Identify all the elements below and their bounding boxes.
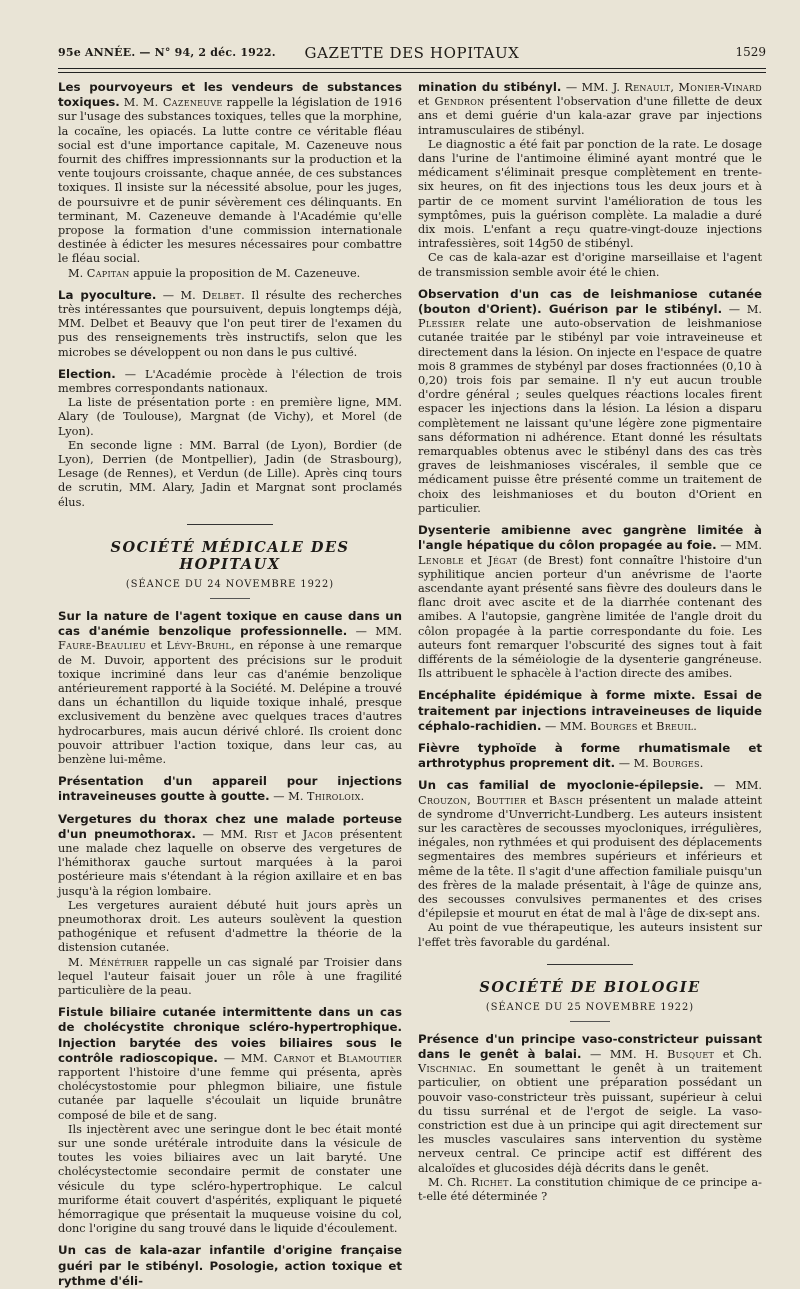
text-run: et <box>526 793 549 807</box>
author-name: Lenoble <box>418 553 465 567</box>
article-text: rapportent l'histoire d'une femme qui présenta, après cholécystostomie pour phlegmon biliaire, une fistule cutanée par laquelle s'écoulait un liquide brunâtre composé de bile et de sang. <box>58 1065 402 1122</box>
author-name: Busquet <box>667 1047 715 1061</box>
page-number: 1529 <box>735 45 766 59</box>
left-column <box>58 80 402 1289</box>
paragraph: Les vergetures auraient débuté huit jours après un pneumothorax droit. Les auteurs soulèvent la question pathogénique et refusent d'admettre la théorie de la distension cutanée. <box>58 898 402 955</box>
article-heading: Présentation d'un appareil pour injections intraveineuses goutte à goutte. <box>58 774 402 804</box>
author-name: Monier-Vinard <box>678 81 762 94</box>
text-run: M. Ch. <box>428 1175 472 1189</box>
article-heading: Les pourvoyeurs et les vendeurs de substances toxiques. <box>58 80 402 110</box>
article-text: — L'Académie procède à l'élection de trois membres correspondants nationaux. <box>58 367 402 396</box>
section-date: (SÉANCE DU 25 NOVEMBRE 1922) <box>485 1001 695 1013</box>
article-dysenterie <box>418 523 762 681</box>
section-separator <box>570 1021 610 1022</box>
article-heading: Observation d'un cas de leishmaniose cutanée (bouton d'Orient). Guérison par le stibényl. <box>418 286 762 317</box>
author-name: Jégat <box>488 553 518 567</box>
paragraph: La liste de présentation porte : en première ligne, MM. Alary (de Toulouse), Margnat (de Vichy), et Morel (de Lyon). <box>58 396 402 438</box>
text-run: — M. <box>615 757 653 771</box>
article-vergetures <box>58 812 402 899</box>
text-run: — MM. <box>195 827 255 841</box>
article-text: présentent l'observation d'une fillette de deux ans et demi guérie d'un kala-azar grave par injections intramusculaires de stibényl. <box>418 95 762 137</box>
text-run: M. <box>68 955 89 969</box>
article-leishmaniose <box>418 287 762 516</box>
paragraph: Le diagnostic a été fait par ponction de la rate. Le dosage dans l'urine de l'antimoine éliminé ayant montré que le médicament s'éliminait presque complètement en trente-six heures, on fit des injections tous les deux jours et à partir de ce moment survint l'amélioration de tous les symptômes, puis la guérison complète. La maladie a duré dix mois. L'enfant a reçu quatre-vingt-douze injections intrafessières, soit 14g50 de stibényl. <box>418 137 762 251</box>
issue-info: 95e ANNÉE. — N° 94, 2 déc. 1922. <box>58 46 276 59</box>
article-encephalite <box>418 688 762 734</box>
article-heading: La pyoculture. <box>58 287 157 302</box>
author-name: Basch <box>548 793 584 807</box>
author-name: Lévy-Bruhl <box>166 639 232 653</box>
right-column <box>418 80 762 1204</box>
author-name: Faure-Beaulieu <box>58 639 146 653</box>
author-name: Carnot <box>273 1051 315 1065</box>
article-text: . La constitution chimique de ce principe a-t-elle été déterminée ? <box>418 1175 762 1204</box>
section-separator <box>187 524 273 525</box>
author-name: Crouzon <box>418 793 468 807</box>
article-text: . Il résulte des recherches très intéressantes que poursuivent, depuis longtemps déjà, MM. Delbet et Beauvy que l'on peut tirer de l'examen du pus des renseignements très instructifs, selon que les microbes se développent ou non dans le pus cultivé. <box>58 288 402 359</box>
author-name: Bouttier <box>476 793 527 807</box>
text-run: M. <box>68 266 87 280</box>
article-appareil-injections <box>58 774 402 804</box>
text-run: et <box>277 827 303 841</box>
text-run: — M. <box>156 288 203 302</box>
article-pyoculture <box>58 288 402 360</box>
article-heading: Un cas de kala-azar infantile d'origine française guéri par le stibényl. Posologie, action toxique et rythme d'éli- <box>58 1243 402 1288</box>
author-name: Jacob <box>302 827 334 841</box>
text-run: et <box>464 553 489 567</box>
article-kala-azar-continued <box>418 80 762 138</box>
author-name: Bourges <box>590 719 638 733</box>
article-text: rappelle un cas signalé par Troisier dans lequel l'auteur faisait jouer un rôle à une fragilité particulière de la peau. <box>58 955 402 997</box>
section-separator <box>210 598 250 599</box>
article-text: présentent une malade chez laquelle on observe des vergetures de l'hémithorax gauche surtout marquées à la paroi postérieure mais s'étendant à la région axillaire et en bas jusqu'à la région lombaire. <box>58 827 402 898</box>
author-name: Blamoutier <box>337 1051 402 1065</box>
text-run: et Ch. <box>714 1047 762 1061</box>
header-rule <box>58 68 766 69</box>
section-date: (SÉANCE DU 24 NOVEMBRE 1922) <box>125 578 335 590</box>
section-header-biologie <box>418 964 762 1022</box>
author-name: Plessier <box>418 317 465 331</box>
text-run: — MM. J. <box>561 81 625 94</box>
text-run: et <box>145 639 167 653</box>
page-header <box>58 40 766 64</box>
header-rule-thin <box>58 72 766 73</box>
article-heading: Fièvre typhoïde à forme rhumatismale et arthrotyphus proprement dit. <box>418 740 762 771</box>
article-text: . En soumettant le genêt à un traitement particulier, on obtient une préparation possédant un pouvoir vaso-constricteur très puissant, supérieur à celui du tissu surrénal et de l'ergot de seigle. La vaso-constriction est due à un principe qui agit directement sur les muscles vasculaires sans intervention du système nerveux central. Ce principe actif est différent des alcaloïdes et glucosides déjà décrits dans le genêt. <box>418 1062 762 1175</box>
paragraph: En seconde ligne : MM. Barral (de Lyon), Bordier (de Lyon), Derrien (de Montpellier), Jadin (de Strasbourg), Lesage (de Rennes), et Verdun (de Lille). Après cinq tours de scrutin, MM. Alary, Jadin et Margnat sont proclamés élus. <box>58 438 402 509</box>
article-text: rappelle la législation de 1916 sur l'usage des substances toxiques, telles que la morphine, la cocaïne, les opiacés. La lutte contre ce véritable fléau social est d'une importance capitale, M. Cazeneuve nous fournit des chiffres impressionnants sur la production et la vente toujours croissante, chaque année, de ces substances toxiques. Il insiste sur la nécessité absolue, pour les juges, de poursuivre et de punir sévèrement ces délinquants. En terminant, M. Cazeneuve demande à l'Académie qu'elle propose la formation d'une commission internationale destinée à édicter les mesures nécessaires pour combattre le fléau social. <box>58 96 403 266</box>
article-heading: Un cas familial de myoclonie-épilepsie. <box>418 778 704 793</box>
author-name: Thiroloix <box>306 790 361 804</box>
author-name: Ménétrier <box>89 955 149 969</box>
author-name: Rist <box>254 827 278 841</box>
article-anemie-benzolique <box>58 609 402 767</box>
article-text: appuie la proposition de M. Cazeneuve. <box>129 266 361 280</box>
author-name: Vischniac <box>418 1062 473 1076</box>
article-genet-a-balai <box>418 1032 762 1176</box>
article-fistule-biliaire <box>58 1005 402 1123</box>
text-run: . <box>693 719 697 733</box>
text-run: et <box>637 719 657 733</box>
article-heading: Sur la nature de l'agent toxique en cause dans un cas d'anémie benzolique professionnelle. <box>58 608 402 639</box>
text-run: . <box>360 790 365 804</box>
section-title: SOCIÉTÉ MÉDICALE DES HOPITAUX <box>110 538 350 573</box>
author-name: Renault <box>624 81 671 94</box>
author-name: Richet <box>471 1175 509 1189</box>
article-substances-toxiques: Les pourvoyeurs et les vendeurs de substances toxiques. M. M. Cazeneuve rappelle la législation de 1916 sur l'usage des substances toxiques, telles que la morphine, la cocaïne, les opiacés. La lutte contre ce véritable fléau social est d'une importance capitale, M. Cazeneuve nous fournit des chiffres impressionnants sur la production et la vente toujours croissante, chaque année, de ces substances toxiques. Il insiste sur la nécessité absolue, pour les juges, de poursuivre et de punir sévèrement ces délinquants. En terminant, M. Cazeneuve demande à l'Académie qu'elle propose la formation d'une commission internationale destinée à édicter les mesures nécessaires pour combattre le fléau social. <box>58 80 403 266</box>
author-name: Bourges <box>652 757 700 771</box>
article-heading: Encéphalite épidémique à forme mixte. Essai de traitement par injections intraveineuses de liquide céphalo-rachidien. <box>418 688 762 733</box>
text-run: — MM. <box>703 779 762 793</box>
section-header-medicale <box>58 524 402 599</box>
text-run: — M. <box>722 303 762 317</box>
text-run: — M. <box>269 790 307 804</box>
text-run: et <box>314 1051 338 1065</box>
text-run: et <box>418 95 435 109</box>
article-heading: Election. <box>58 366 116 381</box>
journal-title: GAZETTE DES HOPITAUX <box>304 44 520 62</box>
paragraph: Au point de vue thérapeutique, les auteurs insistent sur l'effet très favorable du gardénal. <box>418 921 762 949</box>
author-name: Capitan <box>86 266 130 280</box>
paragraph <box>418 1176 762 1204</box>
article-text: présentent un malade atteint de syndrome d'Unverricht-Lundberg. Les auteurs insistent sur les caractères de secousses myocloniques, irrégulières, inégales, non rythmées et qui produisent des déplacements segmentaires des membres supérieurs et inférieurs et même de la tête. Il s'agit d'une affection familiale puisqu'un des frères de la malade présentait, à l'âge de quinze ans, des secousses convulsives permanentes et des crises d'épilepsie et mourut en état de mal à l'âge de dix-sept ans. <box>418 793 762 921</box>
author-name: Delbet <box>202 288 242 302</box>
text-run: , <box>467 793 477 807</box>
paragraph: Ce cas de kala-azar est d'origine marseillaise et l'agent de transmission semble avoir été le chien. <box>418 251 762 279</box>
author-name: Gendron <box>434 95 485 109</box>
section-title: SOCIÉTÉ DE BIOLOGIE <box>479 978 701 996</box>
article-heading: Fistule biliaire cutanée intermittente dans un cas de cholécystite chronique scléro-hypertrophique. Injection barytée des voies biliaires sous le contrôle radioscopique. <box>58 1005 402 1065</box>
article-heading: Présence d'un principe vaso-constricteur puissant dans le genêt à balai. <box>418 1031 762 1061</box>
text-run: , <box>670 81 679 94</box>
article-myoclonie <box>418 778 762 921</box>
article-heading: mination du stibényl. <box>418 80 562 94</box>
section-separator <box>547 964 633 965</box>
text-run: — MM. H. <box>581 1047 668 1061</box>
author-name: Breuil <box>656 719 694 733</box>
article-text: relate une auto-observation de leishmaniose cutanée traitée par le stibényl par voie intraveineuse et directement dans la lésion. On injecte en l'espace de quatre mois 8 grammes de stybényl par doses fractionnées (0,10 à 0,20) trois fois par semaine. Il n'y eut aucun trouble d'ordre général ; seules quelques réactions locales firent espacer les injections dans la lésion. La lésion a disparu complètement ne laissant qu'une légère zone pigmentaire sans déformation ni adhérence. Etant donné les résultats remarquables obtenus avec le stibényl dans des cas très graves de leishmanioses viscérales, il semble que ce médicament puisse être présenté comme un traitement de choix des leishmanioses et du bouton d'Orient en particulier. <box>418 317 762 515</box>
text-run: — MM. <box>541 719 591 733</box>
article-election <box>58 367 402 396</box>
text-run: . <box>699 757 704 771</box>
author-name: M. Cazeneuve <box>142 96 223 110</box>
article-heading: Vergetures du thorax chez une malade porteuse d'un pneumothorax. <box>58 811 402 841</box>
paragraph <box>58 956 402 999</box>
text-run: — MM. <box>217 1051 274 1065</box>
article-text: (de Brest) font connaître l'histoire d'un syphilitique ancien porteur d'un anévrisme de l'aorte ascendante ayant présenté sans fièvre des douleurs dans le flanc droit avec ascite et de la diarrhée contenant des amibes. A l'autopsie, gangrène limitée de l'angle droit du côlon propagée à la partie correspondante du foie. Les auteurs font remarquer l'obscurité des signes tout à fait différents de la séméiologie de la dysenterie gangréneuse. Ils attribuent le sphacèle à l'action directe des amibes. <box>418 553 762 681</box>
article-kala-azar <box>58 1243 402 1289</box>
article-text: , en réponse à une remarque de M. Duvoir, apportent des précisions sur le produit toxique incriminé dans leur cas d'anémie benzolique antérieurement rapporté à la Société. M. Delépine a trouvé dans un échantillon du liquide toxique inhalé, presque exclusivement du benzène avec quelques traces d'autres hydrocarbures, mais aucun dérivé chloré. Ils croient donc pouvoir attribuer l'action toxique, dans leur cas, au benzène lui-même. <box>58 639 402 766</box>
article-heading: Dysenterie amibienne avec gangrène limitée à l'angle hépatique du côlon propagée au foie. <box>418 523 762 553</box>
article-fievre-typhoide <box>418 741 762 771</box>
paragraph: Ils injectèrent avec une seringue dont le bec était monté sur une sonde urétérale introduite dans la vésicule de toutes les voies biliaires avec un lait baryté. Une cholécystectomie secondaire permit de constater une vésicule du type scléro-hypertrophique. Le calcul muriforme était couvert d'aspérités, expliquant le piqueté hémorragique que présentait la muqueuse voisine du col, donc l'origine du sang trouvé dans le liquide d'écoulement. <box>58 1122 402 1236</box>
paragraph <box>58 267 402 281</box>
text-run: — MM. <box>347 625 402 639</box>
text-run: — MM. <box>716 539 762 553</box>
